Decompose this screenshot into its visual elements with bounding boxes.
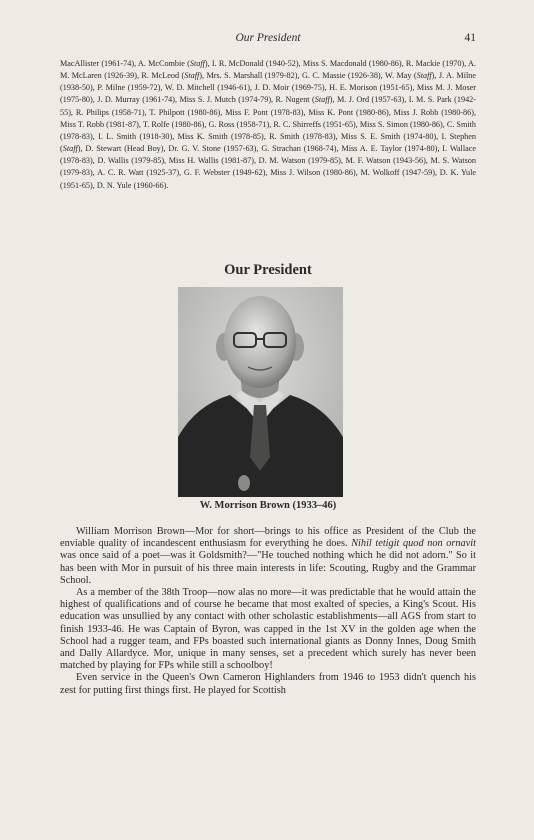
paragraph (60, 526, 476, 587)
staff-note: Staff (62, 144, 78, 154)
names-text: ), M. J. Ord (1957-63), I. M. S. Park (1942-55), R. Philips (1958-71), T. Philpott (1980-86), Miss F. Pont (1978-83), Miss K. Pont (1980-86), Miss J. Robb (1980-86), Miss T. Robb (1981-87), T. Rolfe (1980-86), G. Ross (1958-71), R. C. Shirreffs (1951-65), Miss S. Simon (1980-86), C. Smith (1978-83), I. L. Smith (1918-30), Miss K. Smith (1978-85), R. Smith (1978-83), Miss S. E. Smith (1974-80), I. Stephen ( (60, 95, 476, 154)
paragraph: Even service in the Queen's Own Cameron Highlanders from 1946 to 1953 didn't quench his zest for putting first things first. He played for Scottish (60, 672, 476, 696)
names-text: ), I. R. McDonald (1940-52), Miss S. Macdonald (1980-86), R. Mackie (1970), A. M. McLaren (1926-39), R. McLeod ( (60, 59, 476, 81)
article-body (60, 526, 476, 697)
page-number: 41 (464, 32, 476, 44)
section-heading: Our President (224, 262, 312, 278)
latin-quote: Nihil tetigit quod non ornavit (351, 538, 476, 550)
portrait-illustration (178, 287, 343, 497)
running-title: Our President (235, 32, 301, 44)
running-header (60, 30, 476, 48)
staff-note: Staff (189, 59, 205, 68)
photo-caption: W. Morrison Brown (1933–46) (199, 500, 337, 511)
names-text: ), D. Stewart (Head Boy), Dr. G. V. Stone (1957-63), G. Strachan (1968-74), Miss A. E. Taylor (1974-80), I. Wallace (1978-83), D. Wallis (1979-85), Miss H. Wallis (1981-87), D. M. Watson (1979-85), M. F. Watson (1943-56), M. S. Watson (1979-83), A. C. R. Watt (1925-37), G. F. Webster (1949-62), Miss J. Wilson (1980-86), M. Wolkoff (1947-59), D. K. Yule (1951-65), D. N. Yule (1960-66). (60, 144, 476, 190)
portrait-photo (178, 287, 343, 497)
paragraph-text: was once said of a poet—was it Goldsmith?—"He touched nothing which he did not adorn." So it has been with Mor in pursuit of his three main interests in life: Scouting, Rugby and the Grammar School. (60, 550, 476, 586)
staff-note: Staff (416, 71, 432, 81)
names-text: MacAllister (1961-74), A. McCombie ( (60, 59, 190, 68)
staff-note: Staff (184, 71, 200, 81)
paragraph: As a member of the 38th Troop—now alas no more—it was predictable that he would attain the highest of qualifications and of course he became that most exalted of species, a King's Scout. His education was unsullied by any contact with other scholastic establishments—all AGS from start to finish 1933-46. He was Captain of Byron, was capped in the 1st XV in the golden age when the School had a rugger team, and FPs boasted such international giants as Donny Innes, Doug Smith and Dally Allardyce. Mor, unique in many senses, set a precedent which surely has never been matched by playing for FPs while still a schoolboy! (60, 587, 476, 672)
paragraph-text: William Morrison Brown—Mor for short—brings to his office as President of the Club the enviable quality of incandescent enthusiasm for everything he does. (60, 526, 476, 550)
staff-note: Staff (314, 95, 330, 105)
names-text: ), J. A. Milne (1938-50), P. Milne (1959-72), W. D. Mitchell (1946-61), J. D. Moir (1969-75), H. E. Morison (1951-65), Miss M. J. Moser (1975-80), J. D. Murray (1961-74), Miss S. J. Mutch (1974-79), R. Nugent ( (60, 71, 476, 105)
names-list (60, 58, 476, 192)
names-text: ), Mrs. S. Marshall (1979-82), G. C. Massie (1926-38), W. May ( (199, 71, 417, 81)
